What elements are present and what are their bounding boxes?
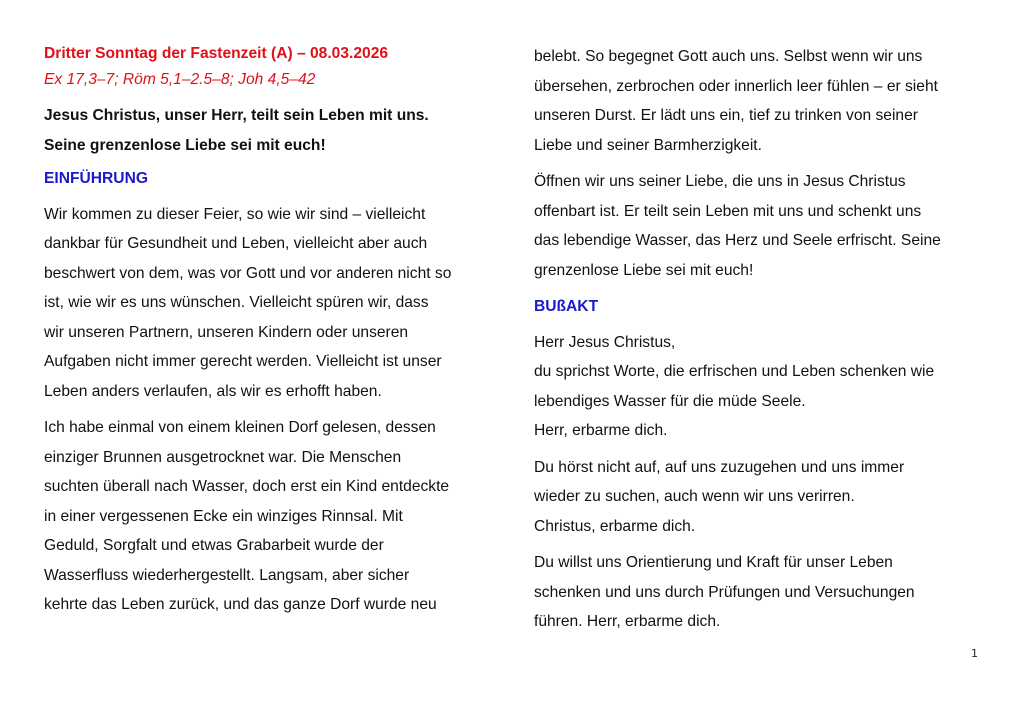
text-line: Du hörst nicht auf, auf uns zuzugehen und uns immer (534, 458, 905, 476)
text-line: schenken und uns durch Prüfungen und Versuchungen (534, 583, 915, 601)
liturgical-greeting (44, 101, 504, 160)
text-line: grenzenlose Liebe sei mit euch! (534, 261, 754, 279)
text-line: belebt. So begegnet Gott auch uns. Selbst wenn wir uns (534, 48, 923, 65)
left-column (44, 42, 504, 627)
text-line: lebendiges Wasser für die müde Seele. (534, 392, 806, 410)
text-line: Leben anders verlaufen, als wir es erhofft haben. (44, 382, 382, 400)
greeting-line: Seine grenzenlose Liebe sei mit euch! (44, 136, 326, 154)
paragraph (44, 200, 504, 407)
text-line: dankbar für Gesundheit und Leben, vielleicht aber auch (44, 235, 428, 252)
text-line: ist, wie wir es uns wünschen. Vielleicht spüren wir, dass (44, 294, 429, 311)
text-line: Öffnen wir uns seiner Liebe, die uns in Jesus Christus (534, 173, 906, 190)
text-line: suchten überall nach Wasser, doch erst ein Kind entdeckte (44, 478, 450, 495)
text-line: wir unseren Partnern, unseren Kindern oder unseren (44, 323, 409, 341)
text-line: Geduld, Sorgfalt und etwas Grabarbeit wurde der (44, 537, 384, 554)
paragraph (534, 453, 994, 542)
page-number: 1 (971, 647, 978, 660)
text-line: unseren Durst. Er lädt uns ein, tief zu trinken von seiner (534, 107, 918, 124)
section-heading-einfuehrung: EINFÜHRUNG (44, 170, 148, 187)
text-line: Herr Jesus Christus, (534, 333, 676, 351)
right-column (534, 42, 994, 644)
text-line: kehrte das Leben zurück, und das ganze Dorf wurde neu (44, 596, 437, 613)
text-line: Ich habe einmal von einem kleinen Dorf gelesen, dessen (44, 419, 436, 436)
text-line: beschwert von dem, was vor Gott und vor anderen nicht so (44, 264, 452, 282)
text-line: Aufgaben nicht immer gerecht werden. Vielleicht ist unser (44, 353, 442, 370)
text-line: einziger Brunnen ausgetrocknet war. Die Menschen (44, 448, 402, 466)
paragraph (534, 167, 994, 285)
text-line: übersehen, zerbrochen oder innerlich leer fühlen – er sieht (534, 77, 938, 95)
text-line: du sprichst Worte, die erfrischen und Leben schenken wie (534, 363, 935, 380)
text-line: Liebe und seiner Barmherzigkeit. (534, 136, 762, 154)
paragraph (44, 413, 504, 620)
text-line: Christus, erbarme dich. (534, 517, 696, 535)
text-line: Wasserfluss wiederhergestellt. Langsam, aber sicher (44, 566, 410, 584)
text-line: Du willst uns Orientierung und Kraft für unser Leben (534, 554, 893, 571)
paragraph (534, 328, 994, 446)
text-line: offenbart ist. Er teilt sein Leben mit uns und schenkt uns (534, 202, 922, 220)
document-title: Dritter Sonntag der Fastenzeit (A) – 08.03.2026 (44, 45, 389, 62)
paragraph (534, 548, 994, 637)
text-line: in einer vergessenen Ecke ein winziges Rinnsal. Mit (44, 507, 403, 525)
greeting-line: Jesus Christus, unser Herr, teilt sein Leben mit uns. (44, 107, 429, 124)
text-line: führen. Herr, erbarme dich. (534, 613, 721, 630)
text-line: Wir kommen zu dieser Feier, so wie wir sind – vielleicht (44, 205, 426, 223)
section-heading-bussakt: BUßAKT (534, 298, 599, 315)
scripture-readings: Ex 17,3–7; Röm 5,1–2.5–8; Joh 4,5–42 (44, 71, 316, 88)
text-line: Herr, erbarme dich. (534, 422, 668, 439)
paragraph (534, 42, 994, 160)
text-line: wieder zu suchen, auch wenn wir uns verirren. (534, 488, 855, 505)
text-line: das lebendige Wasser, das Herz und Seele erfrischt. Seine (534, 232, 941, 249)
